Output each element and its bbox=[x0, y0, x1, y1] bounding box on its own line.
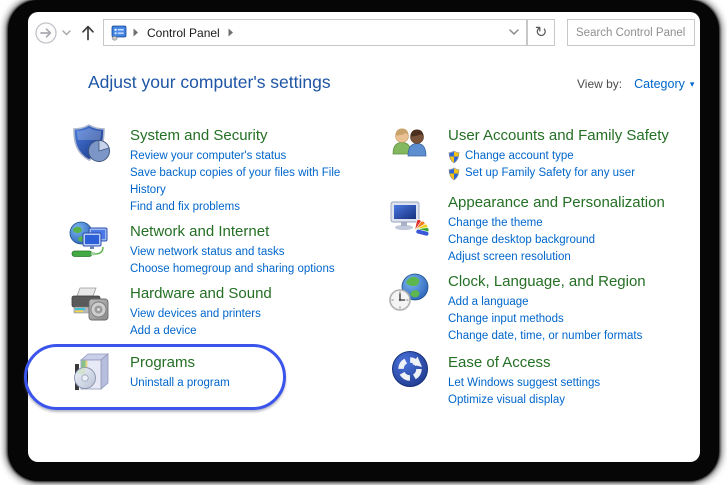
view-by-label: View by: bbox=[577, 77, 623, 91]
uac-shield-icon bbox=[448, 167, 460, 181]
search-input[interactable] bbox=[568, 27, 694, 39]
appearance-personalization-icon[interactable] bbox=[388, 196, 432, 240]
category-title[interactable]: Ease of Access bbox=[448, 354, 551, 371]
recent-pages-dropdown[interactable] bbox=[61, 29, 71, 37]
view-by-control bbox=[577, 77, 694, 91]
link-view-devices-printers[interactable]: View devices and printers bbox=[130, 308, 261, 320]
address-history-chevron-icon[interactable] bbox=[509, 29, 519, 36]
link-label: Set up Family Safety for any user bbox=[465, 167, 636, 179]
user-accounts-icon[interactable] bbox=[388, 123, 432, 167]
link-adjust-screen-resolution[interactable]: Adjust screen resolution bbox=[448, 251, 571, 263]
category-title[interactable]: Hardware and Sound bbox=[130, 285, 272, 302]
category-hardware-and-sound bbox=[68, 280, 272, 340]
category-title[interactable]: Clock, Language, and Region bbox=[448, 273, 646, 290]
link-add-language[interactable]: Add a language bbox=[448, 296, 529, 308]
link-add-device[interactable]: Add a device bbox=[130, 325, 197, 337]
link-uninstall-program[interactable]: Uninstall a program bbox=[130, 377, 230, 389]
link-set-up-family-safety[interactable] bbox=[448, 165, 669, 182]
category-title[interactable]: User Accounts and Family Safety bbox=[448, 127, 669, 144]
page-title: Adjust your computer's settings bbox=[88, 72, 331, 92]
link-homegroup-sharing[interactable]: Choose homegroup and sharing options bbox=[130, 263, 335, 275]
view-by-dropdown[interactable] bbox=[634, 77, 694, 91]
forward-button[interactable] bbox=[35, 22, 57, 44]
up-arrow-icon bbox=[80, 24, 96, 42]
link-review-computer-status[interactable]: Review your computer's status bbox=[130, 150, 287, 162]
category-system-and-security bbox=[68, 122, 362, 216]
category-network-and-internet bbox=[68, 218, 335, 278]
category-programs bbox=[68, 349, 230, 394]
hardware-sound-icon[interactable] bbox=[68, 282, 112, 326]
link-label: Change account type bbox=[465, 150, 574, 162]
control-panel-icon bbox=[111, 25, 127, 41]
ease-of-access-icon[interactable] bbox=[388, 347, 432, 391]
refresh-button[interactable] bbox=[527, 19, 555, 46]
breadcrumb-arrow-icon[interactable] bbox=[228, 28, 234, 37]
system-security-icon[interactable] bbox=[68, 122, 112, 166]
network-internet-icon[interactable] bbox=[68, 218, 112, 262]
link-change-desktop-background[interactable]: Change desktop background bbox=[448, 234, 596, 246]
clock-language-region-icon[interactable] bbox=[388, 270, 432, 314]
category-title[interactable]: Programs bbox=[130, 354, 196, 371]
refresh-icon: ↻ bbox=[534, 24, 548, 41]
search-box[interactable] bbox=[567, 19, 695, 46]
view-by-value: Category bbox=[634, 77, 685, 91]
category-user-accounts bbox=[388, 122, 669, 182]
category-title[interactable]: Appearance and Personalization bbox=[448, 194, 665, 211]
breadcrumb-arrow-icon bbox=[133, 28, 139, 37]
link-find-fix-problems[interactable]: Find and fix problems bbox=[130, 201, 240, 213]
link-file-history-backup[interactable]: Save backup copies of your files with File History bbox=[130, 167, 341, 196]
link-view-network-status[interactable]: View network status and tasks bbox=[130, 246, 285, 258]
link-windows-suggest-settings[interactable]: Let Windows suggest settings bbox=[448, 377, 601, 389]
forward-arrow-icon bbox=[35, 22, 57, 44]
category-title[interactable]: System and Security bbox=[130, 127, 268, 144]
link-change-input-methods[interactable]: Change input methods bbox=[448, 313, 564, 325]
dropdown-arrow-icon: ▾ bbox=[689, 78, 695, 89]
category-appearance bbox=[388, 189, 665, 266]
link-change-account-type[interactable] bbox=[448, 148, 669, 165]
chevron-down-icon bbox=[62, 30, 71, 36]
breadcrumb-location[interactable]: Control Panel bbox=[147, 25, 220, 40]
link-optimize-visual-display[interactable]: Optimize visual display bbox=[448, 394, 565, 406]
up-button[interactable] bbox=[79, 23, 97, 43]
category-clock-language-region bbox=[388, 268, 646, 345]
address-bar[interactable] bbox=[103, 19, 527, 46]
uac-shield-icon bbox=[448, 150, 460, 164]
programs-icon[interactable] bbox=[68, 350, 112, 394]
link-change-date-time-formats[interactable]: Change date, time, or number formats bbox=[448, 330, 643, 342]
category-title[interactable]: Network and Internet bbox=[130, 223, 270, 240]
category-ease-of-access bbox=[388, 349, 600, 409]
link-change-theme[interactable]: Change the theme bbox=[448, 217, 543, 229]
